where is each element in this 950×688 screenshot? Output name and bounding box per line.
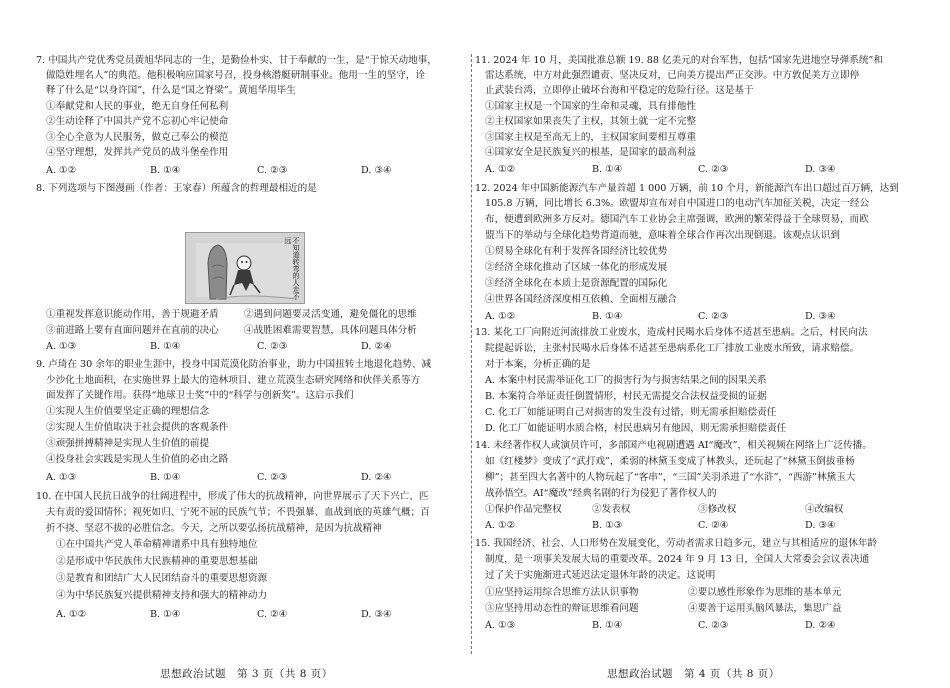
q11-option-a[interactable]: A. ①② <box>485 164 516 175</box>
page-divider <box>471 54 472 654</box>
q8-option-b[interactable]: B. ①④ <box>150 341 181 352</box>
q10-option-b[interactable]: B. ①④ <box>150 609 181 620</box>
q9-stem-line-1: 9. 卢琦在 30 余年的职业生涯中，投身中国荒漠化防治事业，助力中国扭转土地退化趋势、减 <box>36 359 432 370</box>
right-page <box>475 0 950 688</box>
q9-item-4: ④投身社会实践是实现人生价值的必由之路 <box>46 454 229 465</box>
q7-stem-line-3: 释了什么是“以身许国”，什么是“国之脊梁”。黄旭华用毕生 <box>46 85 296 96</box>
cartoon-caption: 不知道转弯的人走不远 <box>284 237 300 300</box>
q10-item-4: ④为中华民族复兴提供精神支持和强大的精神动力 <box>56 590 268 601</box>
q15-item-4: ④要善于运用头脑风暴法，集思广益 <box>688 603 842 614</box>
q15-item-2: ②要以感性形象作为思维的基本单元 <box>688 587 842 598</box>
q10-option-c[interactable]: C. ②④ <box>257 609 288 620</box>
q10-stem-line-3: 折不挠、坚忍不拔的必胜信念。今天，之所以要弘扬抗战精神，是因为抗战精神 <box>46 523 382 534</box>
q10-option-d[interactable]: D. ③④ <box>361 609 392 620</box>
q7-option-c[interactable]: C. ②③ <box>257 165 288 176</box>
q12-item-1: ①贸易全球化有利于发挥各国经济比较优势 <box>485 246 668 257</box>
q8-option-a[interactable]: A. ①③ <box>46 341 77 352</box>
q10-item-3: ③是教育和团结广大人民团结奋斗的重要思想资源 <box>56 573 268 584</box>
q11-option-d[interactable]: D. ③④ <box>805 164 836 175</box>
q11-option-c[interactable]: C. ②③ <box>698 164 729 175</box>
q15-item-1: ①应坚持运用综合思维方法认识事物 <box>485 587 639 598</box>
q12-stem-line-1: 12. 2024 年中国新能源汽车产量首超 1 000 万辆，前 10 个月，新能源汽车出口超过百万辆，达到 <box>475 183 899 194</box>
q8-item-4: ④战胜困难需要智慧，具体问题具体分析 <box>244 325 417 336</box>
q12-stem-line-4: 盟当下的举动与全球化趋势背道而驰，意味着全球合作再次出现倒退。该观点认识到 <box>485 230 840 241</box>
left-page <box>0 0 470 688</box>
q9-item-3: ③顽强拼搏精神是实现人生价值的前提 <box>46 438 210 449</box>
q9-stem-line-3: 面发挥了关键作用。获得“地球卫士奖”中的“科学与创新奖”。这启示我们 <box>46 390 354 401</box>
right-page-footer: 思想政治试题 第 4 页（共 8 页） <box>607 668 780 680</box>
q12-item-4: ④世界各国经济深度相互依赖、全面相互融合 <box>485 294 677 305</box>
q7-option-d[interactable]: D. ③④ <box>361 165 392 176</box>
q15-option-d[interactable]: D. ②④ <box>805 620 836 631</box>
q15-option-a[interactable]: A. ①③ <box>485 620 516 631</box>
q12-option-a[interactable]: A. ①② <box>485 311 516 322</box>
q9-stem-line-2: 少沙化土地面积，在实施世界上最大的造林项目、建立荒漠生态研究网络和伙伴关系等方 <box>46 375 421 386</box>
q13-option-c[interactable]: C. 化工厂如能证明自己对损害的发生没有过错，则无需承担赔偿责任 <box>485 407 777 418</box>
q12-item-3: ③经济全球化在本质上是资源配置的国际化 <box>485 278 668 289</box>
q14-option-c[interactable]: C. ②④ <box>698 520 729 531</box>
q8-item-3: ③前进路上要有直面问题并在直前的决心 <box>46 325 219 336</box>
q10-item-1: ①在中国共产党人革命精神谱系中具有独特地位 <box>56 539 258 550</box>
q10-option-a[interactable]: A. ①② <box>56 609 87 620</box>
q11-item-1: ①国家主权是一个国家的生命和灵魂，具有排他性 <box>485 101 697 112</box>
q14-option-b[interactable]: B. ①③ <box>592 520 623 531</box>
q14-item-2: ②发表权 <box>592 504 631 515</box>
q8-stem: 8. 下列选项与下图漫画（作者：王家春）所蕴含的哲理最相近的是 <box>36 183 317 194</box>
q14-stem-line-4: 战孙悟空。AI“魔改”经典名剧的行为侵犯了著作权人的 <box>485 488 717 499</box>
q7-item-2: ②生动诠释了中国共产党不忘初心牢记使命 <box>46 116 229 127</box>
q10-stem-line-1: 10. 在中国人民抗日战争的壮阔进程中，形成了伟大的抗战精神，向世界展示了天下兴亡、匹 <box>36 491 429 502</box>
q14-item-4: ④改编权 <box>805 504 844 515</box>
q9-item-1: ①实现人生价值要坚定正确的理想信念 <box>46 406 210 417</box>
q13-option-a[interactable]: A. 本案中村民需举证化工厂的损害行为与损害结果之间的因果关系 <box>485 375 767 386</box>
q12-option-c[interactable]: C. ②③ <box>698 311 729 322</box>
q7-item-3: ③全心全意为人民服务，做克己奉公的模范 <box>46 132 229 143</box>
q7-stem-line-1: 7. 中国共产党优秀党员黄旭华同志的一生，是勤俭朴实、甘于奉献的一生，是“于惊天动地事， <box>36 55 437 66</box>
q11-item-4: ④国家安全是民族复兴的根基，是国家的最高利益 <box>485 147 697 158</box>
q7-item-4: ④坚守理想，发挥共产党员的战斗堡垒作用 <box>46 147 229 158</box>
q11-stem-line-1: 11. 2024 年 10 月，美国批准总额 19. 88 亿美元的对台军售，包括“国家先进地空导弹系统”和 <box>475 55 883 66</box>
q14-option-d[interactable]: D. ③④ <box>805 520 836 531</box>
q13-option-d[interactable]: D. 化工厂如能证明水质合格，村民患病另有他因，则无需承担赔偿责任 <box>485 423 787 434</box>
q8-item-1: ①重视发挥意识能动作用，善于规避矛盾 <box>46 309 219 320</box>
q12-stem-line-3: 布，便遭到欧洲多方反对。德国汽车工业协会主席强调，欧洲的繁荣得益于全球贸易，而欧 <box>485 214 869 225</box>
q14-item-3: ③修改权 <box>698 504 737 515</box>
q12-option-b[interactable]: B. ①④ <box>592 311 623 322</box>
q9-option-a[interactable]: A. ①③ <box>46 472 77 483</box>
q15-stem-line-3: 过了关于实施渐进式延迟法定退休年龄的决定。这说明 <box>485 570 716 581</box>
q15-option-b[interactable]: B. ①④ <box>592 620 623 631</box>
left-page-footer: 思想政治试题 第 3 页（共 8 页） <box>160 668 333 680</box>
q7-item-1: ①奉献党和人民的事业，绝无自身任何私利 <box>46 101 229 112</box>
q9-item-2: ②实现人生价值取决于社会提供的客观条件 <box>46 422 229 433</box>
q8-item-2: ②遇到问题要灵活变通，避免僵化的思维 <box>244 309 417 320</box>
q9-option-b[interactable]: B. ①④ <box>150 472 181 483</box>
q13-stem-line-1: 13. 某化工厂向附近河流排放工业废水，造成村民喝水后身体不适甚至患病。之后，村民向法 <box>475 327 868 338</box>
q12-option-d[interactable]: D. ③④ <box>805 311 836 322</box>
q11-item-3: ③国家主权是至高无上的，主权国家间要相互尊重 <box>485 132 697 143</box>
q14-item-1: ①保护作品完整权 <box>485 504 562 515</box>
q15-stem-line-1: 15. 我国经济、社会、人口形势在发展变化，劳动者需求日趋多元，建立与其相适应的退休年龄 <box>475 538 878 549</box>
q13-option-b[interactable]: B. 本案符合举证责任倒置情形，村民无需提交合法权益受损的证据 <box>485 391 767 402</box>
q9-option-c[interactable]: C. ②③ <box>257 472 288 483</box>
q12-item-2: ②经济全球化推动了区域一体化的形成发展 <box>485 262 668 273</box>
q15-option-c[interactable]: C. ②③ <box>698 620 729 631</box>
q8-option-d[interactable]: D. ②④ <box>361 341 392 352</box>
q7-option-a[interactable]: A. ①② <box>46 165 77 176</box>
q11-option-b[interactable]: B. ①④ <box>592 164 623 175</box>
q14-stem-line-1: 14. 未经著作权人或演员许可，多部国产电视剧遭遇 AI“魔改”，相关视频在网络上广泛传播。 <box>475 440 872 451</box>
q12-stem-line-2: 105.8 万辆，同比增长 6.3%。欧盟却宣布对自中国进口的电动汽车加征关税，决定一经公 <box>485 198 870 209</box>
q11-item-2: ②主权国家如果丧失了主权，其领土就一定不完整 <box>485 116 697 127</box>
q13-stem-line-3: 对于本案，分析正确的是 <box>485 359 591 370</box>
q13-stem-line-2: 院提起诉讼，主张村民喝水后身体不适甚至患病系化工厂排放工业废水所致，请求赔偿。 <box>485 343 860 354</box>
q10-stem-line-2: 夫有责的爱国情怀；视死如归、宁死不屈的民族气节；不畏强暴、血战到底的英雄气概；百 <box>46 507 430 518</box>
q14-option-a[interactable]: A. ①② <box>485 520 516 531</box>
q15-item-3: ③应坚持用动态性的辩证思维看问题 <box>485 603 639 614</box>
q9-option-d[interactable]: D. ②④ <box>361 472 392 483</box>
q14-stem-line-3: 柳”；甚至四大名著中的人物玩起了“客串”，“三国”关羽杀进了“水浒”，“西游”林黛玉大 <box>485 472 856 483</box>
q8-option-c[interactable]: C. ②③ <box>257 341 288 352</box>
q7-stem-line-2: 做隐姓埋名人”的典范。他积极响应国家号召，投身核潜艇研制事业。他用一生的坚守，诠 <box>46 70 426 81</box>
q7-option-b[interactable]: B. ①④ <box>150 165 181 176</box>
q10-item-2: ②是形成中华民族伟大民族精神的重要思想基础 <box>56 556 258 567</box>
cartoon-image <box>185 232 305 304</box>
q15-stem-line-2: 制度，是一项事关发展大局的重要改革。2024 年 9 月 13 日，全国人大常委会会议表决通 <box>485 554 870 565</box>
q11-stem-line-3: 止武装台湾，立即停止破坏台海和平稳定的危险行径。这是基于 <box>485 85 754 96</box>
q14-stem-line-2: 如《红楼梦》变成了“武打戏”，柔弱的林黛玉变成了林教头，还玩起了“林黛玉倒拔垂杨 <box>485 456 855 467</box>
q11-stem-line-2: 雷达系统，中方对此强烈谴责、坚决反对，已向美方提出严正交涉。中方敦促美方立即停 <box>485 70 860 81</box>
